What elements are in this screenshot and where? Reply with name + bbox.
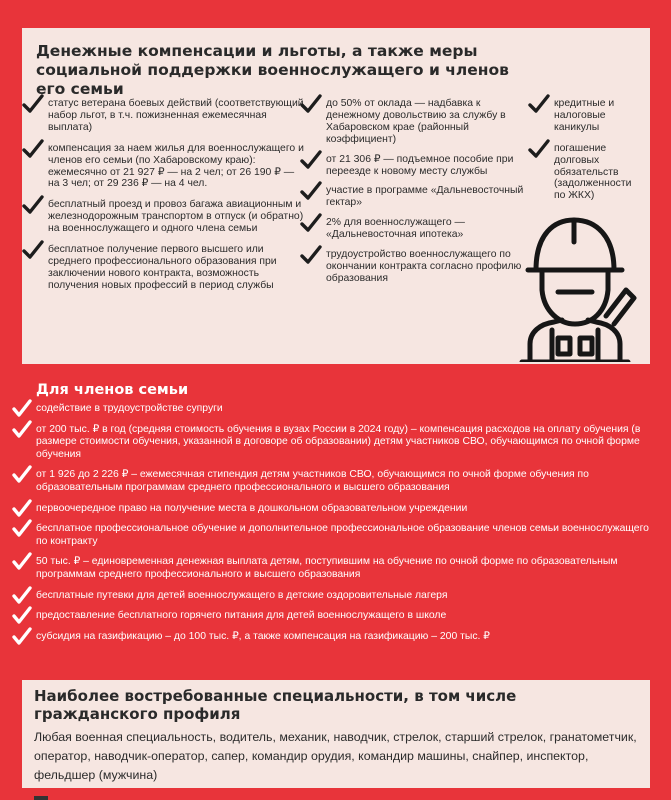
- checkmark-icon: [12, 465, 32, 484]
- specialties-text: Любая военная специальность, водитель, механик, наводчик, стрелок, старший стрелок, гранатометчик, оператор, наводчик-оператор, сапер, командир орудия, командир машины, снайпер, инспектор, фельдшер (мужчина): [34, 730, 637, 782]
- benefit-text: участие в программе «Дальневосточный гектар»: [326, 185, 524, 209]
- family-item: [12, 424, 662, 462]
- benefit-text: статус ветерана боевых действий (соответствующий набор льгот, в т.ч. пожизненная ежемесячная выплата): [48, 98, 304, 133]
- checkmark-icon: [12, 552, 32, 571]
- family-item: [12, 590, 662, 603]
- checkmark-icon: [12, 519, 32, 538]
- family-item-text: 50 тыс. ₽ – единовременная денежная выплата детям, поступившим на обучение по очной форме по образовательным программам среднего профессионального и высшего образования: [36, 556, 618, 580]
- divider: [34, 796, 48, 800]
- benefit-text: бесплатный проезд и провоз багажа авиационным и железнодорожным транспортом в отпуск (и обратно) на военнослужащего и одного члена семьи: [48, 199, 304, 235]
- benefit-item: [22, 244, 308, 292]
- benefit-text: трудоустройство военнослужащего по окончании контракта согласно профилю образования: [326, 249, 522, 284]
- checkmark-icon: [528, 139, 550, 159]
- checkmark-icon: [12, 627, 32, 646]
- benefit-item: [22, 143, 308, 191]
- checkmark-icon: [12, 399, 32, 418]
- family-item: [12, 403, 662, 416]
- family-item: [12, 610, 662, 623]
- family-title: Для членов семьи: [36, 382, 189, 398]
- benefits-column-3: [528, 98, 644, 211]
- benefit-text: до 50% от оклада — надбавка к денежному довольствию за службу в Хабаровском крае (районный коэффициент): [326, 98, 506, 145]
- checkmark-icon: [22, 139, 44, 159]
- checkmark-icon: [22, 240, 44, 260]
- benefit-item: [300, 154, 532, 178]
- benefit-text: компенсация за наем жилья для военнослужащего и членов его семьи (по Хабаровскому краю): ежемесячно от 21 927 ₽ — на 2 чел; от 26 190 ₽ — на 3 чел; от 29 236 ₽ — на 4 чел.: [48, 142, 304, 190]
- benefit-text: 2% для военнослужащего — «Дальневосточная ипотека»: [326, 217, 465, 241]
- checkmark-icon: [300, 94, 322, 114]
- checkmark-icon: [300, 181, 322, 201]
- family-item: [12, 503, 662, 516]
- family-item: [12, 556, 662, 581]
- benefits-column-2: [300, 98, 532, 293]
- checkmark-icon: [300, 213, 322, 233]
- benefits-title: Денежные компенсации и льготы, а также меры социальной поддержки военнослужащего и членов его семьи: [36, 42, 509, 98]
- family-item-text: бесплатное профессиональное обучение и дополнительное профессиональное образование членов семьи военнослужащего по контракту: [36, 523, 649, 547]
- family-item-text: бесплатные путевки для детей военнослужащего в детские оздоровительные лагеря: [36, 589, 448, 601]
- benefit-item: [22, 199, 308, 235]
- checkmark-icon: [12, 586, 32, 605]
- benefit-item: [300, 185, 532, 209]
- checkmark-icon: [22, 195, 44, 215]
- family-list: [12, 403, 662, 651]
- family-section: [0, 376, 671, 672]
- family-item: [12, 631, 662, 644]
- family-item: [12, 523, 662, 548]
- checkmark-icon: [12, 420, 32, 439]
- checkmark-icon: [528, 94, 550, 114]
- benefit-item: [300, 249, 532, 285]
- benefit-item: [300, 217, 532, 241]
- checkmark-icon: [300, 245, 322, 265]
- benefit-text: погашение долговых обязательств (задолженности по ЖКХ): [554, 142, 632, 202]
- specialties-panel: [22, 680, 650, 788]
- specialties-title: Наиболее востребованные специальности, в том числе гражданского профиля: [34, 687, 517, 723]
- checkmark-icon: [22, 94, 44, 114]
- checkmark-icon: [12, 606, 32, 625]
- benefits-column-1: [22, 98, 308, 301]
- benefit-item: [528, 143, 644, 203]
- checkmark-icon: [12, 499, 32, 518]
- benefit-text: бесплатное получение первого высшего или среднего профессионального образования при заключении нового контракта, возможность получения новых профессий в период службы: [48, 244, 277, 291]
- family-item: [12, 469, 662, 494]
- benefit-text: кредитные и налоговые каникулы: [554, 98, 615, 133]
- soldier-icon: [502, 212, 644, 362]
- benefit-item: [22, 98, 308, 134]
- benefits-panel: [22, 28, 650, 364]
- benefit-item: [528, 98, 644, 134]
- checkmark-icon: [300, 150, 322, 170]
- family-item-text: предоставление бесплатного горячего питания для детей военнослужащего в школе: [36, 610, 447, 622]
- family-item-text: от 200 тыс. ₽ в год (средняя стоимость обучения в вузах России в 2024 году) – компенсация расходов на оплату обучения (в размере стоимости обучения, указанной в договоре об образовании) детям участников СВО, обучающимся по очной форме обучения: [36, 423, 641, 460]
- benefit-text: от 21 306 ₽ — подъемное пособие при переезде к новому месту службы: [326, 153, 514, 177]
- family-item-text: субсидия на газификацию – до 100 тыс. ₽, а также компенсация на газификацию – 200 тыс. ₽: [36, 630, 490, 642]
- family-item-text: содействие в трудоустройстве супруги: [36, 403, 223, 414]
- family-item-text: первоочередное право на получение места в дошкольном образовательном учреждении: [36, 502, 468, 514]
- benefit-item: [300, 98, 532, 146]
- family-item-text: от 1 926 до 2 226 ₽ – ежемесячная стипендия детям участников СВО, обучающимся по очной форме обучения по образовательным программам среднего профессионального и высшего образования: [36, 469, 589, 493]
